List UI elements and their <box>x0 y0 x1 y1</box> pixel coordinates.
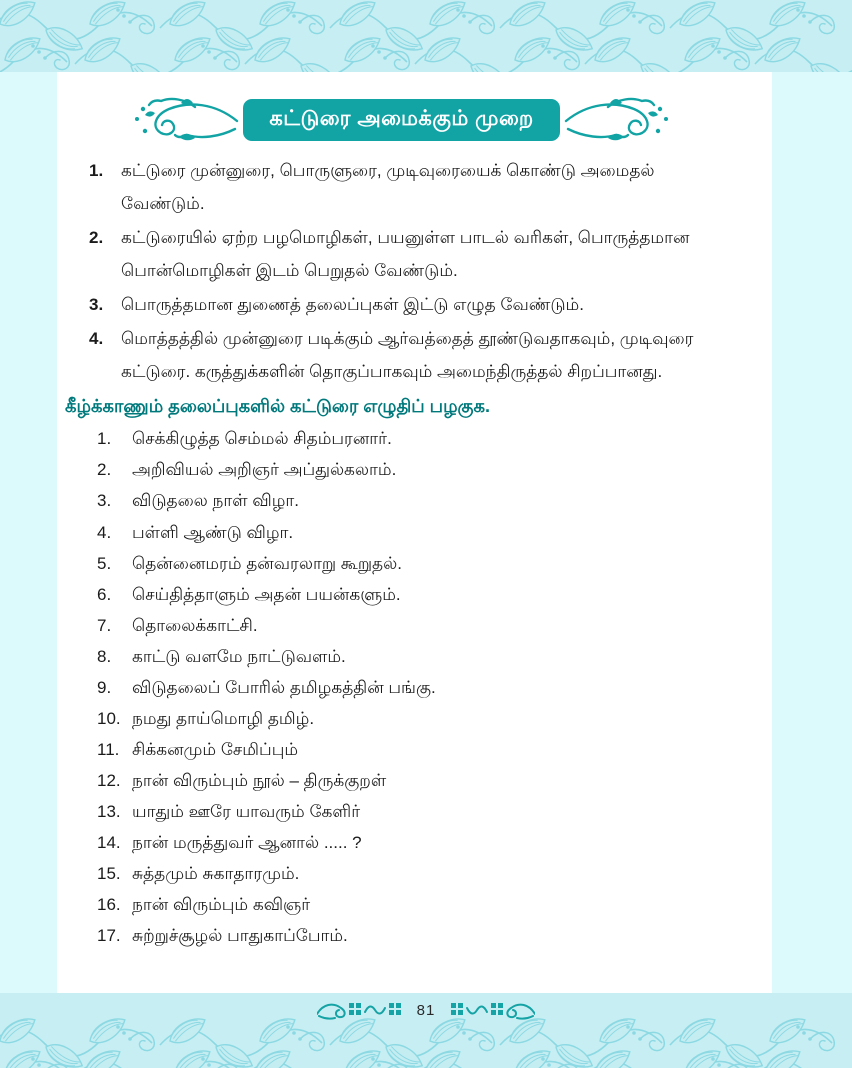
topic-text: நான் விரும்பும் கவிஞர் <box>132 895 311 915</box>
leaf-vine-pattern-icon <box>0 0 852 72</box>
page-number: 81 <box>416 1001 436 1019</box>
vine-rosette-ornament-left-icon <box>317 999 403 1021</box>
decorative-border-top <box>0 0 852 72</box>
topic-text: சுத்தமும் சுகாதாரமும். <box>132 864 300 884</box>
topic-item <box>97 833 738 853</box>
page-title: கட்டுரை அமைக்கும் முறை <box>243 99 559 141</box>
topic-number: 3. <box>97 491 112 511</box>
topic-item <box>97 429 738 449</box>
instruction-item <box>89 221 738 287</box>
topic-number: 9. <box>97 677 112 697</box>
topic-text: சுற்றுச்சூழல் பாதுகாப்போம். <box>132 926 348 946</box>
instruction-item <box>89 154 738 220</box>
topic-item <box>97 460 738 480</box>
topic-text: செக்கிழுத்த செம்மல் சிதம்பரனார். <box>132 429 392 449</box>
instruction-number: 1. <box>89 161 104 180</box>
topic-text: விடுதலைப் போரில் தமிழகத்தின் பங்கு. <box>132 677 436 697</box>
topic-number: 14. <box>97 833 121 852</box>
topic-number: 1. <box>97 429 112 449</box>
instruction-number: 2. <box>89 228 104 247</box>
topic-item <box>97 864 738 884</box>
topic-item <box>97 554 738 574</box>
topic-text: காட்டு வளமே நாட்டுவளம். <box>132 646 346 666</box>
topic-text: நான் மருத்துவர் ஆனால் ..... ? <box>132 833 362 852</box>
right-margin-strip <box>772 72 852 993</box>
topic-text: தென்னைமரம் தன்வரலாறு கூறுதல். <box>132 553 402 573</box>
instruction-number: 3. <box>89 295 104 314</box>
topic-number: 5. <box>97 553 112 573</box>
essay-topic-list <box>65 429 738 945</box>
instruction-text: பொருத்தமான துணைத் தலைப்புகள் இட்டு எழுத வேண்டும். <box>121 295 584 314</box>
floral-flourish-left-icon <box>131 95 241 145</box>
page-footer <box>0 999 852 1021</box>
floral-flourish-right-icon <box>562 95 672 145</box>
topic-item <box>97 740 738 760</box>
topic-number: 10. <box>97 708 121 728</box>
topic-item <box>97 802 738 822</box>
topic-text: செய்தித்தாளும் அதன் பயன்களும். <box>132 584 401 604</box>
left-margin-strip <box>0 72 57 993</box>
topic-item <box>97 616 738 636</box>
topic-text: அறிவியல் அறிஞர் அப்துல்கலாம். <box>132 460 397 480</box>
topic-number: 7. <box>97 615 112 635</box>
topic-text: தொலைக்காட்சி. <box>132 615 258 635</box>
topic-item <box>97 491 738 511</box>
topic-number: 15. <box>97 864 121 884</box>
topic-number: 16. <box>97 895 121 915</box>
instruction-item <box>89 322 738 388</box>
topic-text: விடுதலை நாள் விழா. <box>132 491 299 511</box>
topic-item <box>97 647 738 667</box>
instruction-number: 4. <box>89 329 104 348</box>
vine-rosette-ornament-right-icon <box>449 999 535 1021</box>
topic-text: சிக்கனமும் சேமிப்பும் <box>132 739 299 759</box>
topic-item <box>97 895 738 915</box>
topic-text: நான் விரும்பும் நூல் – திருக்குறள் <box>132 770 387 790</box>
topic-number: 17. <box>97 926 121 946</box>
section-heading: கீழ்க்காணும் தலைப்புகளில் கட்டுரை எழுதிப் பழகுக. <box>65 396 490 416</box>
instruction-list <box>65 154 738 388</box>
topic-number: 2. <box>97 460 112 480</box>
instruction-text: கட்டுரை முன்னுரை, பொருளுரை, முடிவுரையைக் கொண்டு அமைதல் வேண்டும். <box>121 161 655 213</box>
topic-number: 12. <box>97 770 121 790</box>
topic-number: 11. <box>97 739 120 759</box>
instruction-text: கட்டுரையில் ஏற்ற பழமொழிகள், பயனுள்ள பாடல் வரிகள், பொருத்தமான பொன்மொழிகள் இடம் பெறுதல் வேண்டும். <box>121 228 690 280</box>
topic-text: யாதும் ஊரே யாவரும் கேளிர் <box>132 801 361 821</box>
topic-number: 13. <box>97 801 121 821</box>
page-content <box>57 72 772 993</box>
instruction-item <box>89 288 738 321</box>
topic-item <box>97 709 738 729</box>
topic-item <box>97 771 738 791</box>
decorative-border-bottom <box>0 993 852 1068</box>
topic-item <box>97 585 738 605</box>
topic-text: பள்ளி ஆண்டு விழா. <box>132 522 294 542</box>
topic-number: 8. <box>97 646 112 666</box>
topic-item <box>97 523 738 543</box>
topic-item <box>97 926 738 946</box>
topic-item <box>97 678 738 698</box>
topic-text: நமது தாய்மொழி தமிழ். <box>132 708 315 728</box>
title-banner-row <box>65 94 738 146</box>
instruction-text: மொத்தத்தில் முன்னுரை படிக்கும் ஆர்வத்தைத் தூண்டுவதாகவும், முடிவுரை கட்டுரை. கருத்துக்களின் தொகுப்பாகவும் அமைந்திருத்தல் சிறப்பானது. <box>121 329 694 381</box>
topic-number: 4. <box>97 522 112 542</box>
topic-number: 6. <box>97 584 112 604</box>
